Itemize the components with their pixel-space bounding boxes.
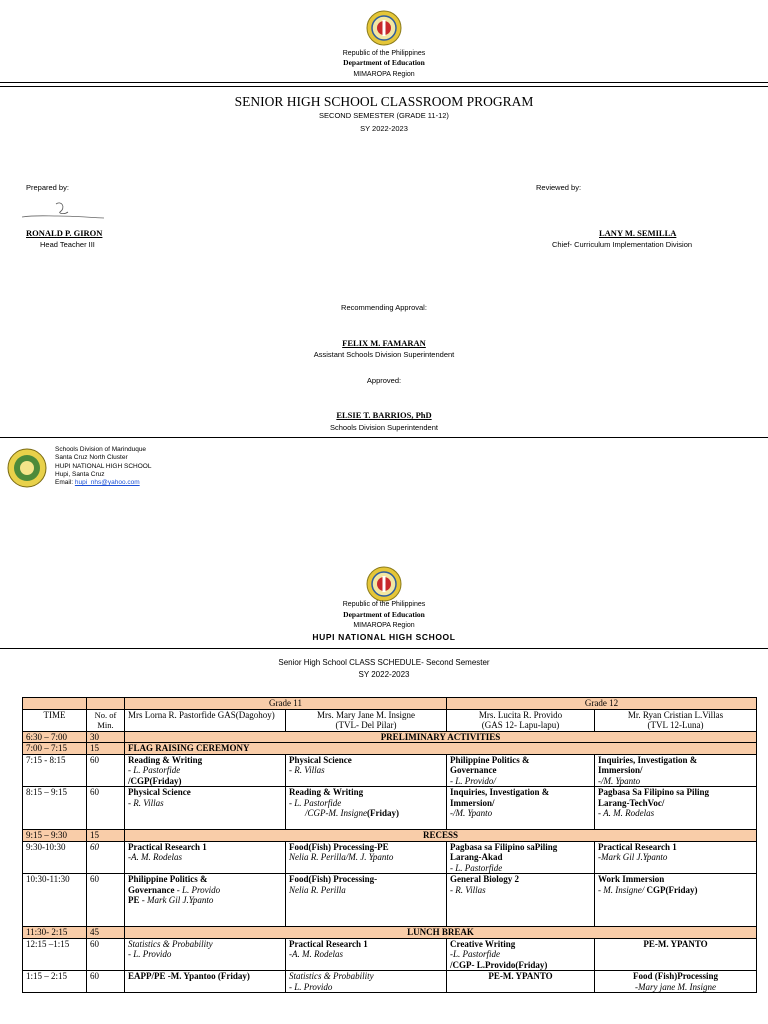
class-cell (595, 787, 757, 830)
teacher: - L. Provido (128, 949, 172, 959)
header2-republic: Republic of the Philippines (342, 601, 426, 608)
grade-header-row (23, 698, 757, 710)
teacher: - M. Insigne/ (598, 884, 645, 895)
pe-teacher: - Mark Gil J.Ypanto (141, 895, 214, 905)
subject-cont: Governance (128, 884, 175, 895)
teacher: - R. Villas (450, 884, 486, 895)
table-row (23, 927, 757, 939)
subject-cont: Larang-TechVoc/ (598, 797, 665, 808)
class-cell (125, 874, 286, 927)
footer-line3: HUPI NATIONAL HIGH SCHOOL (55, 462, 152, 470)
table-row (23, 830, 757, 842)
subject: Food (Fish)Processing (632, 971, 719, 981)
min-cell: 60 (87, 938, 125, 971)
subject: Reading & Writing (128, 754, 203, 765)
footer-line2: Santa Cruz North Cluster (55, 454, 128, 462)
subject: Food(Fish) Processing-PE (289, 841, 389, 852)
table-row (23, 971, 757, 993)
program-sy: SY 2022-2023 (360, 124, 408, 133)
reviewed-by-label: Reviewed by: (536, 183, 582, 192)
table-row (23, 754, 757, 787)
teacher: -/M. Ypanto (598, 775, 641, 786)
signature-image (18, 198, 108, 229)
approved-name: ELSIE T. BARRIOS, PhD (336, 410, 432, 420)
class-cell (125, 754, 286, 787)
class-cell (125, 938, 286, 971)
table-row (23, 841, 757, 874)
schedule-table (22, 697, 757, 993)
teacher: -A. M. Rodelas (289, 949, 343, 959)
header-region: MIMAROPA Region (353, 71, 415, 78)
footer-email-link[interactable]: hupi_nhs@yahoo.com (74, 479, 140, 487)
note-teacher: /CGP-M. Insigne (305, 808, 367, 818)
teacher: - R. Villas (289, 765, 325, 775)
recommending-title: Assistant Schools Division Superintendent (313, 350, 455, 359)
blank-cell (23, 698, 87, 710)
subject: Statistics & Probability (289, 971, 374, 981)
footer-address (55, 446, 151, 487)
subject: General Biology 2 (450, 874, 519, 884)
class-cell: PE-M. YPANTO (595, 938, 757, 971)
subject: Practical Research 1 (128, 841, 207, 852)
approved-title: Schools Division Superintendent (330, 423, 438, 432)
footer-divider (0, 437, 768, 438)
subject: Pagbasa Sa Filipino sa Piling (598, 787, 710, 797)
min-cell: 60 (87, 971, 125, 993)
note (450, 960, 591, 971)
note-teacher: /CGP- L.Provido (450, 959, 516, 970)
subject: Inquiries, Investigation & (598, 754, 698, 765)
class-cell (286, 874, 447, 927)
adviser-2 (286, 709, 447, 731)
pe-subject: PE (128, 895, 140, 905)
table-row (23, 787, 757, 830)
min-cell: 60 (87, 841, 125, 874)
min-cell: 30 (87, 731, 125, 743)
subject: Reading & Writing (289, 787, 364, 797)
class-cell (595, 754, 757, 787)
time-cell: 6:30 – 7:00 (23, 731, 87, 743)
header2-department: Department of Education (343, 610, 425, 619)
recommending-label: Recommending Approval: (341, 303, 427, 312)
note: /CGP(Friday) (128, 775, 182, 786)
subject-line (128, 885, 282, 896)
time-cell: 8:15 – 9:15 (23, 787, 87, 830)
division-seal (7, 448, 47, 493)
subject: Practical Research 1 (598, 841, 677, 852)
note-day: (Friday) (367, 808, 399, 818)
time-cell: 9:15 – 9:30 (23, 830, 87, 842)
teacher: - A. M. Rodelas (598, 808, 655, 818)
pe-line (128, 895, 282, 906)
class-cell (447, 874, 595, 927)
time-cell: 10:30-11:30 (23, 874, 87, 927)
subject: Pagbasa sa Filipino saPiling (450, 841, 558, 852)
minutes-header: No. of Min. (87, 709, 125, 731)
header2-region: MIMAROPA Region (353, 622, 415, 629)
min-cell: 60 (87, 874, 125, 927)
grade11-header: Grade 11 (125, 698, 447, 710)
class-cell (447, 754, 595, 787)
time-cell: 1:15 – 2:15 (23, 971, 87, 993)
adviser-4-name: Mr. Ryan Cristian L.Villas (627, 709, 724, 720)
table-row (23, 743, 757, 755)
class-cell: PE-M. YPANTO (447, 971, 595, 993)
subject: Physical Science (128, 787, 191, 797)
note: CGP(Friday) (646, 884, 698, 895)
time-cell: 12:15 –1:15 (23, 938, 87, 971)
min-cell: 15 (87, 743, 125, 755)
activity-cell: RECESS (125, 830, 757, 842)
adviser-3-name: Mrs. Lucita R. Provido (478, 709, 563, 720)
subject: Creative Writing (450, 938, 516, 949)
teacher: Nelia R. Perilla/M. J. Ypanto (289, 852, 394, 862)
header-republic: Republic of the Philippines (342, 50, 426, 57)
program-title: SENIOR HIGH SCHOOL CLASSROOM PROGRAM (234, 94, 534, 109)
subject: Food(Fish) Processing- (289, 874, 378, 884)
class-cell (286, 971, 447, 993)
header-divider-thin (0, 86, 768, 87)
subject-cont: Larang-Akad (450, 852, 503, 862)
teacher: - R. Villas (128, 797, 164, 808)
time-header: TIME (23, 709, 87, 731)
teacher: - L. Provido (289, 981, 333, 992)
adviser-4 (595, 709, 757, 731)
subject: Practical Research 1 (289, 938, 368, 949)
footer-email-line (55, 479, 151, 487)
table-row (23, 731, 757, 743)
subject: Inquiries, Investigation & (450, 787, 550, 797)
class-cell (447, 938, 595, 971)
min-cell: 45 (87, 927, 125, 939)
subject: Philippine Politics & (450, 754, 530, 765)
teacher: - L. Pastorfide (450, 862, 503, 873)
footer-line1: Schools Division of Marinduque (55, 446, 147, 453)
activity-cell: LUNCH BREAK (125, 927, 757, 939)
footer-line4: Hupi, Santa Cruz (55, 470, 105, 478)
subject-cont: Immersion/ (598, 765, 643, 775)
class-cell (595, 874, 757, 927)
subject: Statistics & Probability (128, 938, 213, 949)
class-cell (125, 841, 286, 874)
subject-cont: Immersion/ (450, 797, 495, 808)
adviser-2-section: (TVL- Del Pilar) (335, 720, 397, 730)
class-cell (286, 841, 447, 874)
class-cell (125, 787, 286, 830)
note-day: (Friday) (515, 959, 548, 970)
min-cell: 60 (87, 787, 125, 830)
grade12-header: Grade 12 (447, 698, 757, 710)
prepared-by-label: Prepared by: (26, 183, 69, 192)
table-row (23, 874, 757, 927)
teacher: -Mary jane M. Insigne (635, 981, 716, 992)
teacher: -A. M. Rodelas (128, 852, 182, 862)
header-department: Department of Education (343, 58, 425, 67)
adviser-4-section: (TVL 12-Luna) (647, 720, 704, 730)
time-cell: 11:30- 2:15 (23, 927, 87, 939)
blank-cell (87, 698, 125, 710)
class-cell (286, 938, 447, 971)
subject: Work Immersion (598, 874, 665, 884)
activity-cell: FLAG RAISING CEREMONY (125, 743, 757, 755)
recommending-name: FELIX M. FAMARAN (342, 338, 426, 348)
header2-divider (0, 648, 768, 649)
class-cell (447, 841, 595, 874)
class-cell (595, 971, 757, 993)
subject: Physical Science (289, 754, 352, 765)
header-divider (0, 82, 768, 83)
header2-school: HUPI NATIONAL HIGH SCHOOL (312, 632, 456, 642)
adviser-2-name: Mrs. Mary Jane M. Insigne (317, 709, 415, 720)
teacher: -L. Pastorfide (450, 949, 501, 959)
program-semester: SECOND SEMESTER (GRADE 11-12) (319, 111, 449, 120)
reviewed-by-name: LANY M. SEMILLA (599, 228, 677, 238)
table-row (23, 938, 757, 971)
teacher: - L. Pastorfide (128, 765, 181, 775)
time-cell: 9:30-10:30 (23, 841, 87, 874)
teacher-line (598, 885, 753, 896)
schedule-sy: SY 2022-2023 (358, 670, 410, 679)
teacher: - L. Provido/ (450, 775, 496, 786)
adviser-3 (447, 709, 595, 731)
footer-email-label: Email: (55, 479, 74, 487)
teacher: - L. Pastorfide (289, 797, 342, 808)
min-cell: 15 (87, 830, 125, 842)
reviewed-by-title: Chief- Curriculum Implementation Division (552, 240, 693, 249)
class-cell (286, 754, 447, 787)
note (289, 808, 443, 819)
class-cell (286, 787, 447, 830)
class-cell (447, 787, 595, 830)
deped-seal-top (366, 10, 402, 51)
min-cell: 60 (87, 754, 125, 787)
teacher: -/M. Ypanto (450, 808, 493, 818)
approved-label: Approved: (366, 376, 402, 385)
activity-cell: PRELIMINARY ACTIVITIES (125, 731, 757, 743)
time-cell: 7:00 – 7:15 (23, 743, 87, 755)
subject-cont: Governance (450, 765, 497, 775)
adviser-header-row (23, 709, 757, 731)
subject: Philippine Politics & (128, 874, 208, 884)
teacher: - L. Provido (176, 884, 221, 895)
schedule-title: Senior High School CLASS SCHEDULE- Second Semester (278, 658, 490, 667)
teacher: Nelia R. Perilla (289, 884, 346, 895)
class-cell: EAPP/PE -M. Ypantoo (Friday) (125, 971, 286, 993)
class-cell (595, 841, 757, 874)
time-cell: 7:15 - 8:15 (23, 754, 87, 787)
prepared-by-name: RONALD P. GIRON (26, 228, 103, 238)
adviser-3-section: (GAS 12- Lapu-lapu) (481, 720, 560, 730)
adviser-1: Mrs Lorna R. Pastorfide GAS(Dagohoy) (125, 709, 286, 731)
teacher: -Mark Gil J.Ypanto (598, 852, 668, 862)
prepared-by-title: Head Teacher III (40, 240, 95, 249)
